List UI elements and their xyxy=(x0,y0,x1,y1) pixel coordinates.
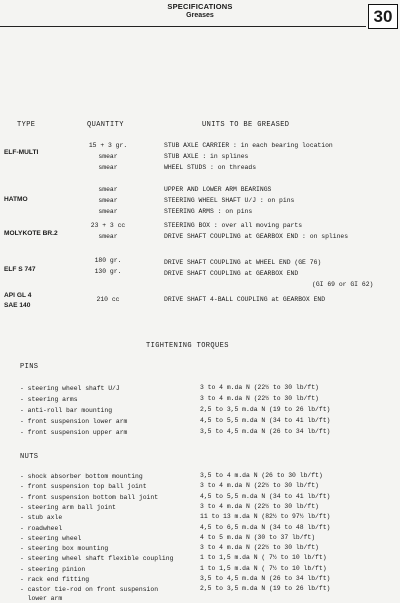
torque-item-name: - roadwheel xyxy=(20,524,63,532)
grease-qty: 210 cc xyxy=(96,296,120,303)
torque-item-value: 1 to 1,5 m.da N ( 7½ to 10 lb/ft) xyxy=(200,564,327,572)
torque-item-value: 3 to 4 m.da N (22½ to 30 lb/ft) xyxy=(200,482,319,490)
torque-item-name: - front suspension bottom ball joint xyxy=(20,493,159,501)
torque-item-name: - front suspension upper arm xyxy=(20,429,128,436)
grease-qty: 130 gr. xyxy=(94,268,122,275)
grease-qty: 15 + 3 gr. xyxy=(88,142,128,149)
torque-item-name: - steering box mounting xyxy=(20,545,109,553)
torque-item-name: - steering arms xyxy=(20,396,78,403)
pins-label: PINS xyxy=(20,363,39,371)
torque-item-value: 3 to 4 m.da N (22½ to 30 lb/ft) xyxy=(200,502,319,510)
torque-item-name: - steering wheel shaft flexible coupling xyxy=(20,555,174,563)
col-header-units: UNITS TO BE GREASED xyxy=(202,121,290,129)
torque-item-value: 4,5 to 6,5 m.da N (34 to 48 lb/ft) xyxy=(200,523,331,531)
grease-qty: 180 gr. xyxy=(94,257,122,264)
grease-unit: STUB AXLE CARRIER : in each bearing location xyxy=(164,142,333,149)
grease-type: HATMO xyxy=(4,196,28,203)
torque-item-value: 11 to 13 m.da N (82½ to 97½ lb/ft) xyxy=(200,513,331,521)
torques-title: TIGHTENING TORQUES xyxy=(146,342,229,350)
grease-type: MOLYKOTE BR.2 xyxy=(4,230,58,237)
grease-unit: WHEEL STUDS : on threads xyxy=(164,164,257,171)
page-number-box: 30 xyxy=(368,4,398,29)
torque-item-value: 3 to 4 m.da N (22½ to 30 lb/ft) xyxy=(200,384,319,391)
torque-item-value: 1 to 1,5 m.da N ( 7½ to 10 lb/ft) xyxy=(200,554,327,562)
grease-type: ELF S 747 xyxy=(4,266,36,273)
grease-unit: STUB AXLE : in splines xyxy=(164,153,249,160)
torque-item-name: - steering arm ball joint xyxy=(20,503,116,511)
grease-unit: STEERING ARMS : on pins xyxy=(164,208,253,215)
grease-unit: DRIVE SHAFT COUPLING at WHEEL END (GE 76) xyxy=(164,259,322,266)
torque-item-value: 4 to 5 m.da N (30 to 37 lb/ft) xyxy=(200,533,316,541)
grease-unit: STEERING BOX : over all moving parts xyxy=(164,222,303,229)
grease-qty: smear xyxy=(98,164,118,171)
torque-item-value: 2,5 to 3,5 m.da N (19 to 26 lb/ft) xyxy=(200,406,331,413)
torque-item-name: - stub axle xyxy=(20,514,63,522)
grease-qty: smear xyxy=(98,233,118,240)
torque-item-value: 3,5 to 4,5 m.da N (26 to 34 lb/ft) xyxy=(200,428,331,435)
grease-unit: DRIVE SHAFT COUPLING at GEARBOX END xyxy=(164,270,299,277)
grease-unit: UPPER AND LOWER ARM BEARINGS xyxy=(164,186,272,193)
grease-type: API GL 4 SAE 140 xyxy=(4,292,32,309)
grease-unit: DRIVE SHAFT COUPLING at GEARBOX END : on splines xyxy=(164,233,349,240)
torque-item-value: 4,5 to 5,5 m.da N (34 to 41 lb/ft) xyxy=(200,417,331,424)
torque-item-name: - castor tie-rod on front suspension lower arm xyxy=(20,586,159,603)
torque-item-name: - shock absorber bottom mounting xyxy=(20,473,143,480)
col-header-quantity: QUANTITY xyxy=(87,121,124,129)
torque-item-name: - front suspension lower arm xyxy=(20,418,128,425)
torque-item-name: - anti-roll bar mounting xyxy=(20,407,113,414)
grease-type: ELF-MULTI xyxy=(4,149,39,156)
col-header-type: TYPE xyxy=(17,121,36,129)
torque-item-value: 4,5 to 5,5 m.da N (34 to 41 lb/ft) xyxy=(200,492,331,500)
grease-unit: DRIVE SHAFT 4-BALL COUPLING at GEARBOX END xyxy=(164,296,326,303)
grease-qty: smear xyxy=(98,208,118,215)
grease-qty: smear xyxy=(98,197,118,204)
grease-unit: (GI 69 or GI 62) xyxy=(312,281,374,288)
torque-item-value: 3,5 to 4,5 m.da N (26 to 34 lb/ft) xyxy=(200,575,331,582)
grease-unit: STEERING WHEEL SHAFT U/J : on pins xyxy=(164,197,295,204)
torque-item-name: - front suspension top ball joint xyxy=(20,483,147,491)
grease-qty: smear xyxy=(98,186,118,193)
page-subtitle: Greases xyxy=(186,12,214,19)
page-title: SPECIFICATIONS xyxy=(167,2,233,11)
torque-item-value: 2,5 to 3,5 m.da N (19 to 26 lb/ft) xyxy=(200,585,331,593)
torque-item-name: - rack end fitting xyxy=(20,576,90,583)
torque-item-value: 3 to 4 m.da N (22½ to 30 lb/ft) xyxy=(200,395,319,402)
nuts-label: NUTS xyxy=(20,453,39,461)
torque-item-value: 3,5 to 4 m.da N (26 to 30 lb/ft) xyxy=(200,472,323,479)
header-rule xyxy=(0,26,366,27)
torque-item-name: - steering wheel shaft U/J xyxy=(20,385,120,392)
grease-qty: 23 + 3 cc xyxy=(90,222,126,229)
torque-item-value: 3 to 4 m.da N (22½ to 30 lb/ft) xyxy=(200,544,319,552)
grease-qty: smear xyxy=(98,153,118,160)
torque-item-name: - steering pinion xyxy=(20,565,86,573)
torque-item-name: - steering wheel xyxy=(20,534,82,542)
